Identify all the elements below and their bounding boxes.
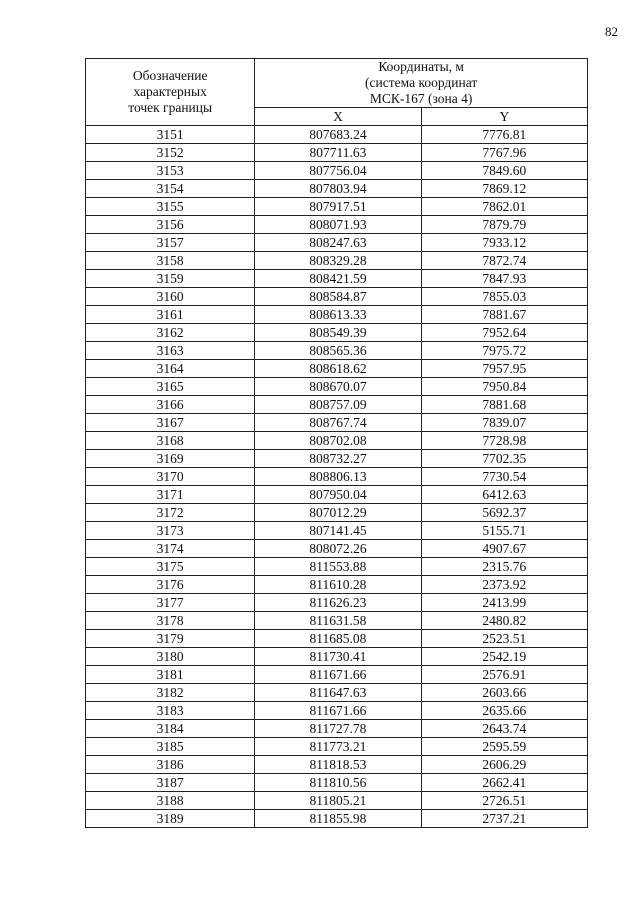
y-coordinate-cell: 7847.93 — [421, 270, 587, 288]
point-cell: 3177 — [86, 594, 255, 612]
point-cell: 3189 — [86, 810, 255, 828]
point-cell: 3156 — [86, 216, 255, 234]
table-row — [86, 414, 588, 432]
y-coordinate-cell: 6412.63 — [421, 486, 587, 504]
table-row — [86, 216, 588, 234]
point-cell: 3168 — [86, 432, 255, 450]
table-row — [86, 810, 588, 828]
x-coordinate-cell: 808565.36 — [255, 342, 421, 360]
table-row — [86, 252, 588, 270]
point-cell: 3162 — [86, 324, 255, 342]
table-row — [86, 720, 588, 738]
table-row — [86, 684, 588, 702]
point-header-line: Обозначение — [132, 68, 208, 83]
y-coordinate-cell: 2737.21 — [421, 810, 587, 828]
point-cell: 3174 — [86, 540, 255, 558]
y-coordinate-cell: 2595.59 — [421, 738, 587, 756]
y-coordinate-cell: 7872.74 — [421, 252, 587, 270]
x-coordinate-cell: 807683.24 — [255, 126, 421, 144]
y-coordinate-cell: 7855.03 — [421, 288, 587, 306]
y-coordinate-cell: 7950.84 — [421, 378, 587, 396]
point-cell: 3187 — [86, 774, 255, 792]
point-cell: 3178 — [86, 612, 255, 630]
y-coordinate-cell: 2726.51 — [421, 792, 587, 810]
y-coordinate-cell: 2635.66 — [421, 702, 587, 720]
point-cell: 3181 — [86, 666, 255, 684]
point-cell: 3159 — [86, 270, 255, 288]
x-coordinate-cell: 807950.04 — [255, 486, 421, 504]
table-row — [86, 792, 588, 810]
y-coordinate-cell: 7881.67 — [421, 306, 587, 324]
table-row — [86, 270, 588, 288]
point-cell: 3151 — [86, 126, 255, 144]
y-coordinate-cell: 2373.92 — [421, 576, 587, 594]
table-row — [86, 666, 588, 684]
coords-header-line: МСК-167 (зона 4) — [369, 91, 473, 106]
x-coordinate-cell: 807917.51 — [255, 198, 421, 216]
coordinates-table — [85, 58, 588, 828]
point-cell: 3188 — [86, 792, 255, 810]
x-coordinate-cell: 808071.93 — [255, 216, 421, 234]
table-row — [86, 648, 588, 666]
point-cell: 3169 — [86, 450, 255, 468]
point-cell: 3170 — [86, 468, 255, 486]
point-cell: 3153 — [86, 162, 255, 180]
table-row — [86, 306, 588, 324]
y-coordinate-cell: 2606.29 — [421, 756, 587, 774]
table-row — [86, 486, 588, 504]
x-coordinate-cell: 808584.87 — [255, 288, 421, 306]
x-coordinate-cell: 808072.26 — [255, 540, 421, 558]
y-coordinate-cell: 2542.19 — [421, 648, 587, 666]
y-coordinate-cell: 7728.98 — [421, 432, 587, 450]
point-header-line: характерных — [133, 84, 207, 99]
x-coordinate-cell: 808732.27 — [255, 450, 421, 468]
x-coordinate-cell: 807803.94 — [255, 180, 421, 198]
page-number: 82 — [605, 24, 618, 39]
y-coordinate-cell: 7730.54 — [421, 468, 587, 486]
point-cell: 3171 — [86, 486, 255, 504]
y-coordinate-cell: 7849.60 — [421, 162, 587, 180]
x-coordinate-cell: 811553.88 — [255, 558, 421, 576]
y-coordinate-cell: 7776.81 — [421, 126, 587, 144]
x-coordinate-cell: 811730.41 — [255, 648, 421, 666]
y-coordinate-cell: 2576.91 — [421, 666, 587, 684]
y-coordinate-cell: 2662.41 — [421, 774, 587, 792]
table-row — [86, 468, 588, 486]
table-row — [86, 432, 588, 450]
y-coordinate-cell: 2643.74 — [421, 720, 587, 738]
point-cell: 3182 — [86, 684, 255, 702]
point-cell: 3167 — [86, 414, 255, 432]
y-coordinate-cell: 7869.12 — [421, 180, 587, 198]
table-row — [86, 774, 588, 792]
y-coordinate-cell: 7767.96 — [421, 144, 587, 162]
table-row — [86, 630, 588, 648]
table-row — [86, 144, 588, 162]
point-cell: 3164 — [86, 360, 255, 378]
table-row — [86, 450, 588, 468]
table-body — [86, 126, 588, 828]
x-coordinate-cell: 808613.33 — [255, 306, 421, 324]
table-row — [86, 198, 588, 216]
x-coordinate-cell: 811671.66 — [255, 702, 421, 720]
x-coordinate-cell: 808702.08 — [255, 432, 421, 450]
table-row — [86, 702, 588, 720]
table-row — [86, 558, 588, 576]
y-coordinate-cell: 7933.12 — [421, 234, 587, 252]
table-row — [86, 360, 588, 378]
point-cell: 3176 — [86, 576, 255, 594]
x-coordinate-cell: 808757.09 — [255, 396, 421, 414]
x-coordinate-cell: 811773.21 — [255, 738, 421, 756]
table-row — [86, 756, 588, 774]
y-coordinate-cell: 4907.67 — [421, 540, 587, 558]
table-row — [86, 540, 588, 558]
table-row — [86, 594, 588, 612]
table-row — [86, 342, 588, 360]
table-row — [86, 180, 588, 198]
x-coordinate-cell: 811727.78 — [255, 720, 421, 738]
coords-header-line: Координаты, м — [378, 59, 464, 74]
y-column-header: Y — [421, 108, 587, 126]
point-cell: 3161 — [86, 306, 255, 324]
point-cell: 3157 — [86, 234, 255, 252]
point-cell: 3166 — [86, 396, 255, 414]
point-cell: 3180 — [86, 648, 255, 666]
y-coordinate-cell: 2603.66 — [421, 684, 587, 702]
table-row — [86, 612, 588, 630]
x-coordinate-cell: 811671.66 — [255, 666, 421, 684]
table-row — [86, 288, 588, 306]
x-coordinate-cell: 811685.08 — [255, 630, 421, 648]
x-coordinate-cell: 808329.28 — [255, 252, 421, 270]
y-coordinate-cell: 7957.95 — [421, 360, 587, 378]
y-coordinate-cell: 5155.71 — [421, 522, 587, 540]
table-row — [86, 162, 588, 180]
x-coordinate-cell: 811647.63 — [255, 684, 421, 702]
coordinates-header — [255, 59, 588, 108]
point-designation-header — [86, 59, 255, 126]
y-coordinate-cell: 2413.99 — [421, 594, 587, 612]
point-cell: 3152 — [86, 144, 255, 162]
table-header — [86, 59, 588, 126]
y-coordinate-cell: 7975.72 — [421, 342, 587, 360]
y-coordinate-cell: 5692.37 — [421, 504, 587, 522]
point-cell: 3179 — [86, 630, 255, 648]
x-coordinate-cell: 808618.62 — [255, 360, 421, 378]
x-coordinate-cell: 807711.63 — [255, 144, 421, 162]
x-coordinate-cell: 808767.74 — [255, 414, 421, 432]
x-column-header: X — [255, 108, 421, 126]
x-coordinate-cell: 808549.39 — [255, 324, 421, 342]
table-row — [86, 378, 588, 396]
x-coordinate-cell: 808247.63 — [255, 234, 421, 252]
point-cell: 3155 — [86, 198, 255, 216]
table-row — [86, 576, 588, 594]
coords-header-line: (система координат — [365, 75, 478, 90]
x-coordinate-cell: 811810.56 — [255, 774, 421, 792]
point-cell: 3186 — [86, 756, 255, 774]
y-coordinate-cell: 7879.79 — [421, 216, 587, 234]
y-coordinate-cell: 7881.68 — [421, 396, 587, 414]
x-coordinate-cell: 811610.28 — [255, 576, 421, 594]
point-cell: 3173 — [86, 522, 255, 540]
point-cell: 3172 — [86, 504, 255, 522]
y-coordinate-cell: 2315.76 — [421, 558, 587, 576]
point-cell: 3160 — [86, 288, 255, 306]
point-cell: 3163 — [86, 342, 255, 360]
point-cell: 3184 — [86, 720, 255, 738]
table-row — [86, 738, 588, 756]
table-row — [86, 324, 588, 342]
x-coordinate-cell: 807756.04 — [255, 162, 421, 180]
x-coordinate-cell: 808670.07 — [255, 378, 421, 396]
y-coordinate-cell: 7862.01 — [421, 198, 587, 216]
x-coordinate-cell: 811805.21 — [255, 792, 421, 810]
y-coordinate-cell: 2480.82 — [421, 612, 587, 630]
x-coordinate-cell: 811626.23 — [255, 594, 421, 612]
x-coordinate-cell: 808806.13 — [255, 468, 421, 486]
point-cell: 3165 — [86, 378, 255, 396]
point-cell: 3154 — [86, 180, 255, 198]
x-coordinate-cell: 811818.53 — [255, 756, 421, 774]
x-coordinate-cell: 808421.59 — [255, 270, 421, 288]
table-row — [86, 504, 588, 522]
table-row — [86, 522, 588, 540]
point-cell: 3175 — [86, 558, 255, 576]
table-row — [86, 126, 588, 144]
x-coordinate-cell: 811855.98 — [255, 810, 421, 828]
point-cell: 3158 — [86, 252, 255, 270]
x-coordinate-cell: 807141.45 — [255, 522, 421, 540]
point-cell: 3183 — [86, 702, 255, 720]
x-coordinate-cell: 811631.58 — [255, 612, 421, 630]
x-coordinate-cell: 807012.29 — [255, 504, 421, 522]
y-coordinate-cell: 7702.35 — [421, 450, 587, 468]
point-header-line: точек границы — [128, 100, 213, 115]
table-row — [86, 234, 588, 252]
y-coordinate-cell: 7839.07 — [421, 414, 587, 432]
point-cell: 3185 — [86, 738, 255, 756]
table-row — [86, 396, 588, 414]
y-coordinate-cell: 7952.64 — [421, 324, 587, 342]
y-coordinate-cell: 2523.51 — [421, 630, 587, 648]
